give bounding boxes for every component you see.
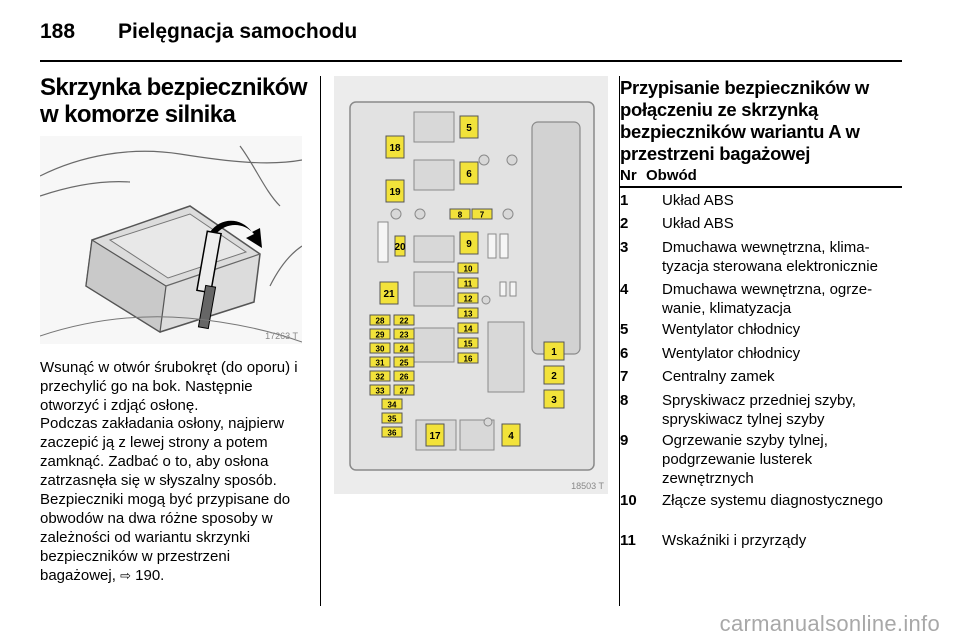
fuse-33	[370, 385, 390, 396]
fuse-19	[386, 180, 404, 202]
fuse-35	[382, 413, 402, 424]
fuse-label: 13	[463, 309, 473, 319]
fuse-box-diagram-svg	[334, 76, 608, 494]
fuse-label: 33	[375, 386, 385, 396]
fuse-20	[394, 236, 406, 256]
fuse-7	[472, 209, 492, 220]
chapter-title: Pielęgnacja samochodu	[118, 20, 358, 43]
fuse-label: 8	[457, 210, 463, 220]
fuse-number: 2	[620, 215, 629, 232]
fuse-34	[382, 399, 402, 410]
fuse-4	[502, 424, 520, 446]
fuse-label: 7	[479, 210, 485, 220]
fuse-label: 6	[466, 169, 472, 180]
fuse-label: 14	[463, 324, 473, 334]
column-divider-left	[320, 76, 321, 606]
fuse-label: 20	[394, 242, 406, 253]
fuse-label: 5	[466, 123, 472, 134]
fuse-label: 32	[375, 372, 385, 382]
fuse-label: 3	[551, 395, 557, 406]
fuse-label: 21	[383, 289, 395, 300]
fuse-17	[426, 424, 444, 446]
fuse-28	[370, 315, 390, 326]
fuse-13	[458, 308, 478, 319]
circuit-name: Dmuchawa wewnętrzna, klimatyzacja sterowana elektronicznie	[662, 239, 878, 275]
fuse-15	[458, 338, 478, 349]
fuse-label: 16	[463, 354, 473, 364]
circuit-name: Wskaźniki i przyrządy	[662, 532, 807, 549]
fuse-label: 23	[399, 330, 409, 340]
diagram-code: 18503 T	[571, 481, 604, 491]
circuit-name: Ogrzewanie szyby tylnej, podgrzewanie lusterek zewnętrznych	[662, 432, 828, 487]
fuse-number: 10	[620, 492, 637, 509]
fuse-29	[370, 329, 390, 340]
paragraph-2: Podczas zakładania osłony, najpierw zaczepić ją z lewej strony a potem zamknąć. Zadbać o to, aby osłona zatrzasnęła się w słyszalny sposób.	[40, 415, 285, 489]
fuse-number: 5	[620, 321, 629, 338]
column-header-circuit: Obwód	[646, 167, 697, 184]
fuse-25	[394, 357, 414, 368]
fuse-label: 24	[399, 344, 409, 354]
fuse-number: 8	[620, 392, 629, 409]
fuse-32	[370, 371, 390, 382]
fuse-21	[380, 282, 398, 304]
fuse-label: 17	[429, 431, 441, 442]
paragraph-3	[40, 490, 306, 585]
circuit-name: Układ ABS	[662, 192, 734, 209]
fuse-number: 6	[620, 345, 629, 362]
section-title: Skrzynka bezpieczników w komorze silnika	[40, 74, 307, 128]
page-number: 188	[40, 20, 76, 43]
circuit-name: Układ ABS	[662, 215, 734, 232]
page-header	[40, 14, 910, 58]
fuse-label: 28	[375, 316, 385, 326]
fuse-number: 9	[620, 432, 629, 449]
fuse-27	[394, 385, 414, 396]
fuse-number: 11	[620, 532, 636, 549]
fuse-36	[382, 427, 402, 438]
fuse-label: 10	[463, 264, 473, 274]
fuse-10	[458, 263, 478, 274]
fuse-9	[460, 232, 478, 254]
fuse-label: 19	[389, 187, 401, 198]
fuse-6	[460, 162, 478, 184]
fuse-23	[394, 329, 414, 340]
fuse-11	[458, 278, 478, 289]
page-reference-arrow-icon: ⇨	[120, 568, 131, 583]
fuse-14	[458, 323, 478, 334]
fuse-label: 26	[399, 372, 409, 382]
fuse-18	[386, 136, 404, 158]
circuit-name: Wentylator chłodnicy	[662, 321, 801, 338]
fuse-22	[394, 315, 414, 326]
paragraph-3-text: Bezpieczniki mogą być przypisane do obwodów na dwa różne sposoby w zależności od wariantu skrzynki bezpieczników w przestrzeni bagażowej,	[40, 491, 291, 584]
fuse-label: 29	[375, 330, 385, 340]
fuse-label: 18	[389, 143, 401, 154]
fuse-12	[458, 293, 478, 304]
fuse-30	[370, 343, 390, 354]
circuit-name: Wentylator chłodnicy	[662, 345, 801, 362]
fuse-number: 4	[620, 281, 629, 298]
fuse-label: 30	[375, 344, 385, 354]
fuse-label: 1	[551, 347, 557, 358]
fuse-5	[460, 116, 478, 138]
circuit-name: Spryskiwacz przedniej szyby, spryskiwacz tylnej szyby	[662, 392, 856, 428]
fuse-label: 36	[387, 428, 397, 438]
fuse-box-cover-illustration	[40, 136, 302, 344]
fuse-2	[544, 366, 564, 384]
fuse-label: 4	[508, 431, 514, 442]
screwdriver-cover-illustration	[40, 136, 302, 344]
fuse-31	[370, 357, 390, 368]
fuse-number: 3	[620, 239, 629, 256]
fuse-label: 34	[387, 400, 397, 410]
fuse-label: 12	[463, 294, 473, 304]
fuse-label: 27	[399, 386, 409, 396]
fuse-3	[544, 390, 564, 408]
fuse-label: 11	[463, 279, 473, 289]
fuse-label: 22	[399, 316, 409, 326]
fuse-8	[450, 209, 470, 220]
fuse-26	[394, 371, 414, 382]
watermark: carmanualsonline.info	[719, 611, 940, 636]
page-reference[interactable]: 190.	[135, 567, 165, 584]
fuse-label: 31	[375, 358, 385, 368]
fuse-label: 35	[387, 414, 397, 424]
fuse-number: 1	[620, 192, 629, 209]
illustration-code: 17263 T	[265, 331, 298, 341]
fuse-1	[544, 342, 564, 360]
circuit-name: Dmuchawa wewnętrzna, ogrzewanie, klimatyzacja	[662, 281, 873, 317]
fuse-label: 25	[399, 358, 409, 368]
fuse-number: 7	[620, 368, 629, 385]
fuse-16	[458, 353, 478, 364]
fuse-label: 15	[463, 339, 473, 349]
paragraph-1: Wsunąć w otwór śrubokręt (do oporu) i przechylić go na bok. Następnie otworzyć i zdjąć osłonę.	[40, 359, 298, 414]
table-title: Przypisanie bezpieczników w połączeniu ze skrzynką bezpieczników wariantu A w przestrzeni bagażowej	[620, 77, 869, 164]
table-header-rule	[620, 186, 902, 188]
column-header-nr: Nr	[620, 167, 637, 184]
fuse-box-diagram	[334, 76, 608, 494]
circuit-name: Centralny zamek	[662, 368, 775, 385]
fuse-label: 2	[551, 371, 557, 382]
circuit-name: Złącze systemu diagnostycznego	[662, 492, 883, 509]
fuse-label: 9	[466, 239, 472, 250]
header-rule	[40, 60, 902, 62]
fuse-24	[394, 343, 414, 354]
